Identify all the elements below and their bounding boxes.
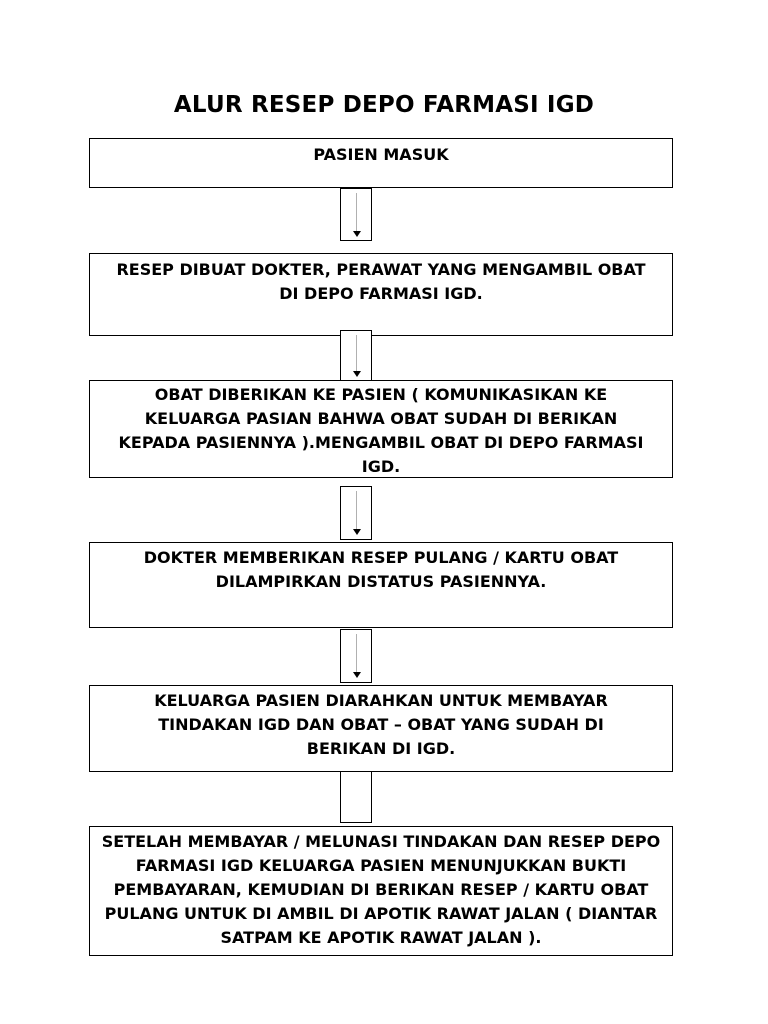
arrow-shaft xyxy=(356,491,357,529)
flow-step-resep-pulang xyxy=(89,542,673,628)
flow-step-text: SETELAH MEMBAYAR / MELUNASI TINDAKAN DAN RESEP DEPO FARMASI IGD KELUARGA PASIEN MENUNJUKKAN BUKTI PEMBAYARAN, KEMUDIAN DI BERIKAN RESEP / KARTU OBAT PULANG UNTUK DI AMBIL DI APOTIK RAWAT JALAN ( DIANTAR SATPAM KE APOTIK RAWAT JALAN ). xyxy=(101,832,661,947)
flow-arrow-connector xyxy=(340,330,372,382)
arrow-shaft xyxy=(356,634,357,672)
arrow-down-icon xyxy=(353,231,361,237)
flow-step-obat-diberikan xyxy=(89,380,673,478)
arrow-shaft xyxy=(356,193,357,231)
flow-arrow-connector xyxy=(340,188,372,241)
flow-step-text: RESEP DIBUAT DOKTER, PERAWAT YANG MENGAMBIL OBAT DI DEPO FARMASI IGD. xyxy=(116,260,646,303)
page-title: ALUR RESEP DEPO FARMASI IGD xyxy=(173,92,595,118)
flow-step-keluarga-membayar xyxy=(89,685,673,772)
flow-step-pasien-masuk xyxy=(89,138,673,188)
arrow-down-icon xyxy=(353,672,361,678)
flow-step-text: OBAT DIBERIKAN KE PASIEN ( KOMUNIKASIKAN KE KELUARGA PASIAN BAHWA OBAT SUDAH DI BERIKAN KEPADA PASIENNYA ).MENGAMBIL OBAT DI DEPO FARMASI IGD. xyxy=(118,385,644,476)
flow-step-text: PASIEN MASUK xyxy=(313,145,449,164)
flow-step-text: KELUARGA PASIEN DIARAHKAN UNTUK MEMBAYAR TINDAKAN IGD DAN OBAT – OBAT YANG SUDAH DI BERIKAN DI IGD. xyxy=(154,691,608,758)
flow-arrow-connector xyxy=(340,486,372,540)
flow-arrow-connector xyxy=(340,629,372,683)
arrow-down-icon xyxy=(353,529,361,535)
flow-connector xyxy=(340,771,372,823)
flow-step-setelah-membayar xyxy=(89,826,673,956)
arrow-down-icon xyxy=(353,371,361,377)
flow-step-text: DOKTER MEMBERIKAN RESEP PULANG / KARTU OBAT DILAMPIRKAN DISTATUS PASIENNYA. xyxy=(143,548,619,591)
arrow-shaft xyxy=(356,335,357,371)
flow-step-resep-dibuat xyxy=(89,253,673,336)
